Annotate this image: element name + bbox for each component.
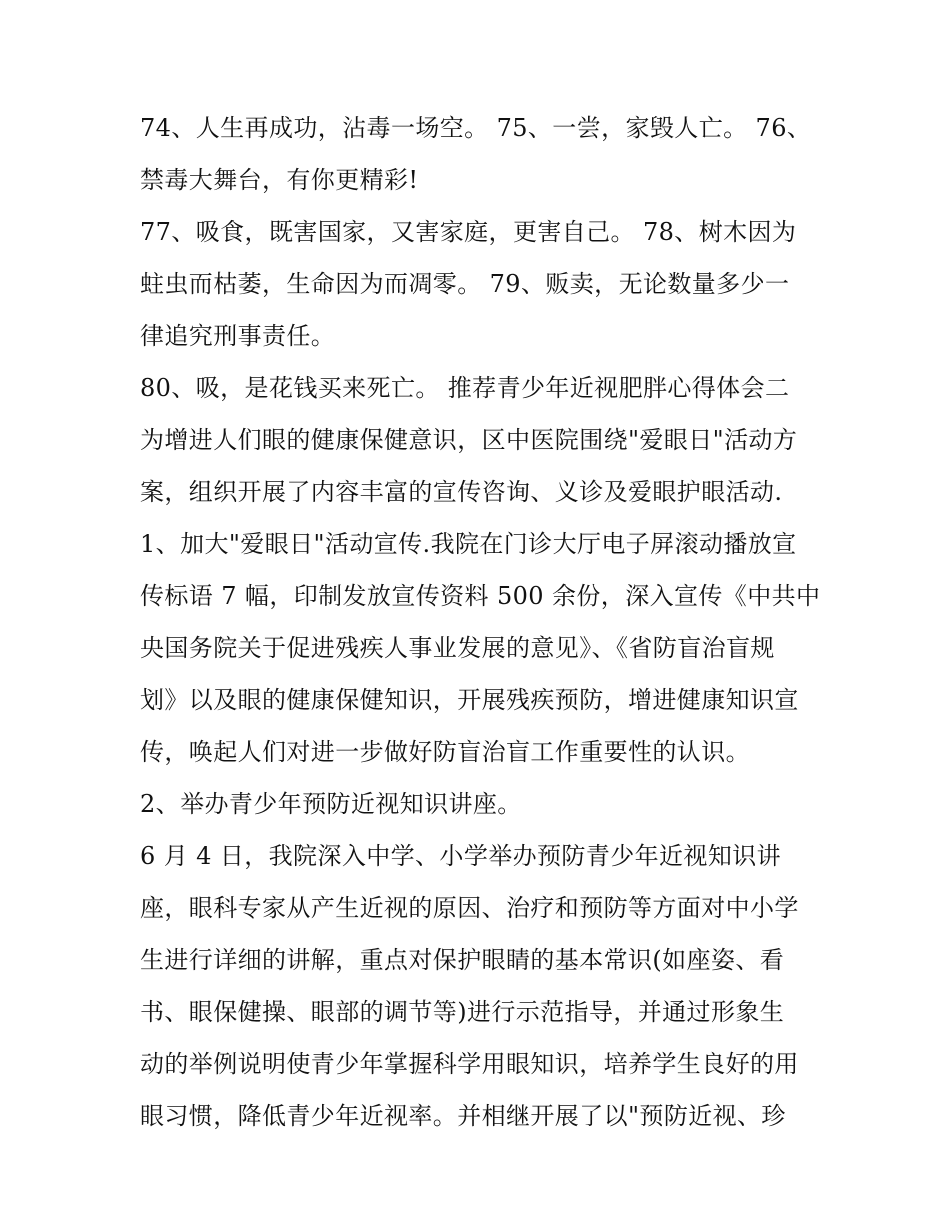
text-line: 80、吸，是花钱买来死亡。 推荐青少年近视肥胖心得体会二	[140, 374, 790, 402]
text-line: 74、人生再成功，沾毒一场空。 75、一尝，家毁人亡。 76、	[140, 114, 812, 142]
text-line: 书、眼保健操、眼部的调节等)进行示范指导，并通过形象生	[140, 998, 785, 1026]
text-line: 央国务院关于促进残疾人事业发展的意见》、《省防盲治盲规	[140, 634, 775, 662]
text-line: 77、吸食，既害国家，又害家庭，更害自己。 78、树木因为	[140, 218, 797, 246]
text-line: 6 月 4 日，我院深入中学、小学举办预防青少年近视知识讲	[140, 842, 782, 870]
text-line: 座，眼科专家从产生近视的原因、治疗和预防等方面对中小学	[140, 894, 799, 922]
text-line: 禁毒大舞台，有你更精彩!	[140, 166, 419, 194]
text-line: 生进行详细的讲解，重点对保护眼睛的基本常识(如座姿、看	[140, 946, 785, 974]
text-line: 为增进人们眼的健康保健意识，区中医院围绕"爱眼日"活动方	[140, 426, 798, 454]
text-line: 动的举例说明使青少年掌握科学用眼知识，培养学生良好的用	[140, 1050, 799, 1078]
text-line: 律追究刑事责任。	[140, 322, 336, 350]
text-line: 眼习惯，降低青少年近视率。并相继开展了以"预防近视、珍	[140, 1102, 786, 1130]
text-line: 2、举办青少年预防近视知识讲座。	[140, 790, 522, 818]
text-line: 1、加大"爱眼日"活动宣传.我院在门诊大厅电子屏滚动播放宣	[140, 530, 797, 558]
text-line: 案，组织开展了内容丰富的宣传咨询、义诊及爱眼护眼活动.	[140, 478, 783, 506]
text-line: 蛀虫而枯萎，生命因为而凋零。 79、贩卖，无论数量多少一	[140, 270, 790, 298]
text-line: 传，唤起人们对进一步做好防盲治盲工作重要性的认识。	[140, 738, 750, 766]
text-line: 传标语 7 幅，印制发放宣传资料 500 余份，深入宣传《中共中	[140, 582, 821, 610]
text-line: 划》以及眼的健康保健知识，开展残疾预防，增进健康知识宣	[140, 686, 799, 714]
document-body	[140, 102, 820, 1142]
